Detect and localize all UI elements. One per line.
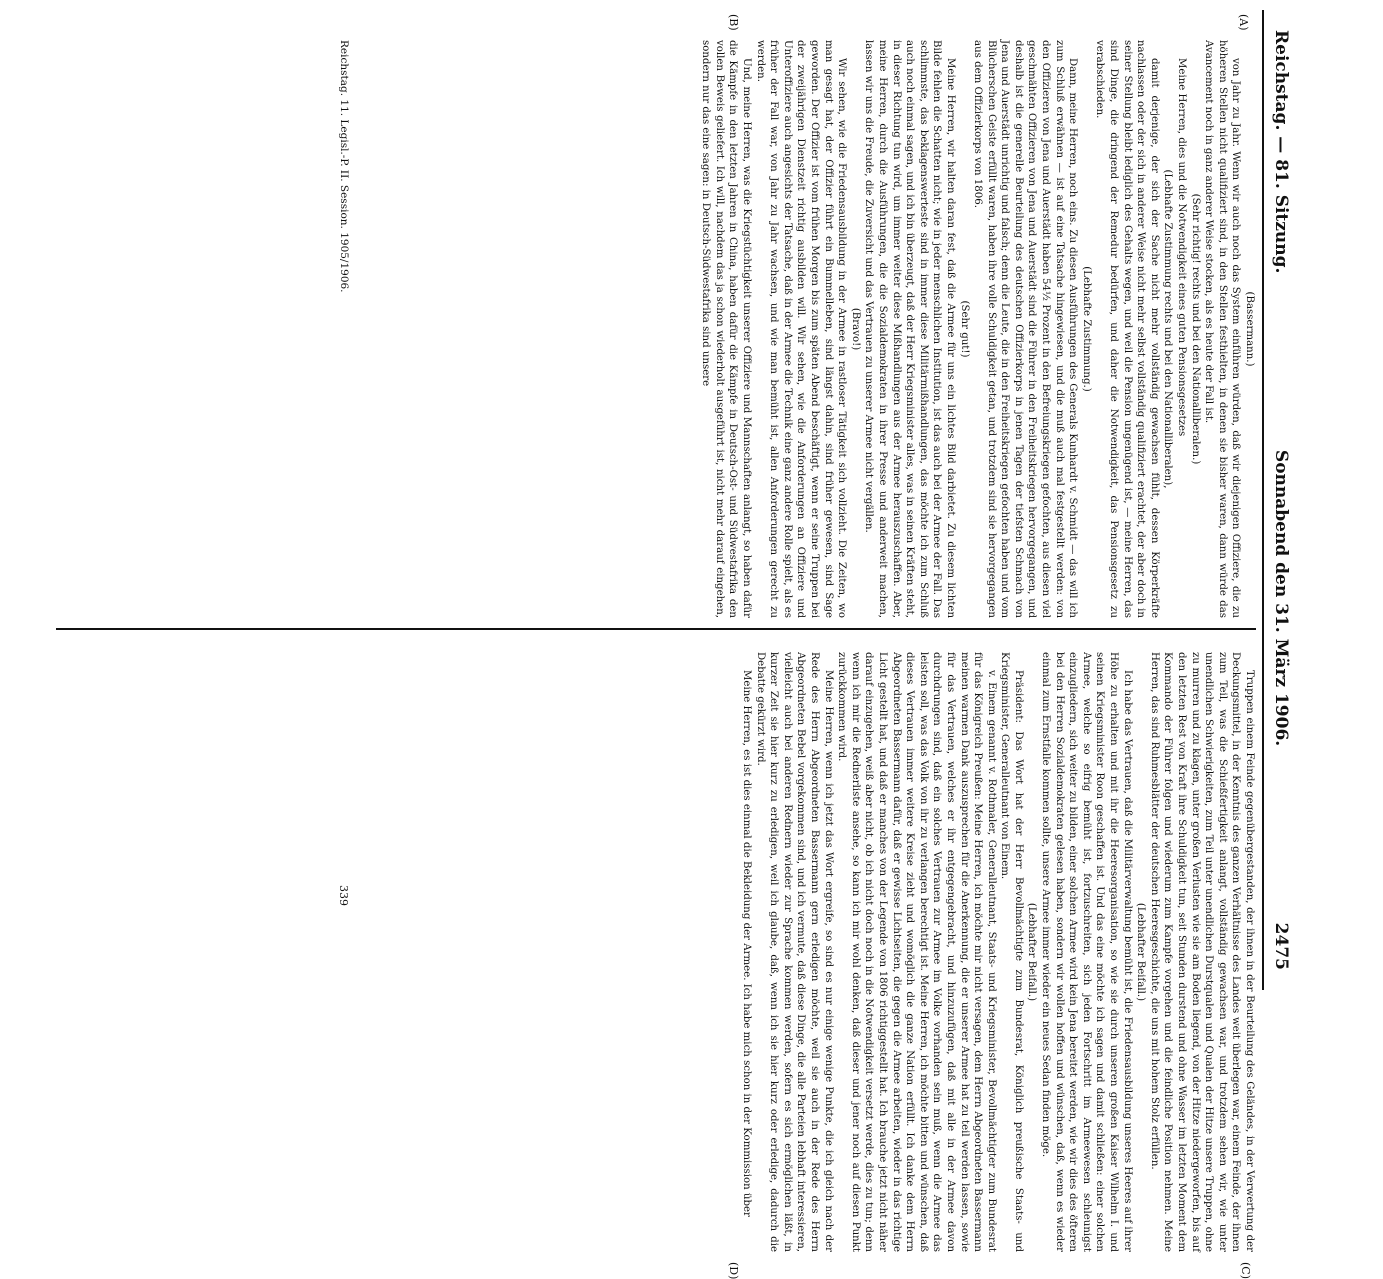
margin-marker-c: (C) (1239, 1262, 1252, 1279)
paragraph: Wir sehen, wie die Friedensausbildung in der Armee in rastloser Tätigkeit sich vollzieht. Die Zeiten, wo man gesagt hat, der Offizier führt ein Bummelleben, sind längst dahin, sind früher gewesen, sind Sage geworden. Der Offizier ist vom frühen Morgen bis zum späten Abend beschäftigt, wenn er seine Truppen bei der zweijährigen Dienstzeit richtig ausbilden will. Wir sehen, wie die Anforderungen an Offiziere und Unteroffiziere auch angesichts der Tatsache, daß in der Armee die Technik eine ganz andere Rolle spielt, als es früher der Fall war, von Jahr zu Jahr wachsen, und wie man bemüht ist, allen Anforderungen gerecht zu werden. (754, 40, 848, 618)
margin-marker-a: (A) (1237, 14, 1250, 31)
interjection: (Lebhafte Zustimmung rechts und bei den Nationalliberalen), (1162, 169, 1174, 489)
paragraph: Meine Herren, wenn ich jetzt das Wort ergreife, so sind es nur einige wenige Punkte, die ich gleich nach der Rede des Herrn Abgeordneten Bassermann gern erledigen möchte, weil sie auch in der Rede des Herrn Abgeordneten Bebel vorgekommen sind, und ich vermute, daß diese Dinge, die alle Parteien lebhaft interessieren, vielleicht auch bei anderen Rednern wieder zur Sprache kommen werden, sofern es sich ermöglichen läßt, in kurzer Zeit sie hier kurz zu erledigen, weil ich glaube, daß, wenn ich sie hier kurz oder erledige, dadurch die Debatte gekürzt wird. (754, 652, 834, 1252)
column-divider (56, 628, 1256, 630)
header-date: Sonnabend den 31. März 1906. (1271, 449, 1291, 747)
paragraph: Truppen einem Feinde gegenübergestanden, der ihnen in der Beurteilung des Geländes, in der Verwertung der Deckungsmittel, in der Kenntnis des ganzen Verhältnisse des Landes weit überlegen war, einem Feinde, der ihnen zum Teil, was die Schießfertigkeit anlangt, vollständig gewachsen war, und trotzdem sehen wir, wie unter unendlichen Schwierigkeiten, zum Teil unter unendlichen Durstqualen und Qualen der Hitze unsere Truppen, ohne zu murren und zu klagen, unter großen Verlusten wie sie am Boden liegend, von der Hitze niedergeworfen, bis auf den letzten Rest von Kraft ihre Schuldigkeit tun, seit Stunden durstend und ohne Wasser im letzten Moment dem Kommando der Führer folgen und wiederum zum Kampfe vorgehen und die feindliche Position nehmen. Meine Herren, das sind Ruhmesblätter der deutschen Heeresgeschichte, die uns mit hohem Stolz erfüllen. (1148, 652, 1255, 1252)
paragraph: v. Einem genannt v. Rothmaler, Generalleutnant, Staats- und Kriegsminister, Bevollmächtigter zum Bundesrat für das Königreich Preußen: Meine Herren, ich möchte mir nicht versagen, dem Herrn Abgeordneten Bassermann meinen warmen Dank auszusprechen für die Anerkennung, die er unserer Armee hat zu teil werden lassen, sowie für das Vertrauen, welches er ihr entgegengebracht, und hinzuzufügen, daß mit alle in der Armee davon durchdrungen sind, daß ein solches Vertrauen zur Armee im Volke vorhanden sein muß, wenn die Armee das leisten soll, was das Volk von ihr zu verlangen berechtigt ist. Meine Herren, ich möchte bitten und wünschen, daß dieses Vertrauen immer weitere Kreise zieht und womöglich die ganze Nation erfüllt. Ich danke dem Herrn Abgeordneten Bassermann dafür, daß er gewisse Lichtseiten, die gegen die Armee arbeiten, wieder in das richtige Licht gestellt hat, und daß er manches von der Legende von 1806 richtiggestellt hat. Ich brauche jetzt nicht näher darauf einzugehen, weiß aber nicht, ob ich nicht doch noch in die Notwendigkeit versetzt werde, dies zu tun; denn wenn ich mir die Rednerliste ansehe, so kann ich mir wohl denken, daß dieser und jener noch auf diesen Punkt zurückkommen wird. (836, 652, 997, 1252)
interjection: (Lebhafter Beifall.) (1135, 902, 1147, 1002)
paragraph: damit derjenige, der sich der Sache nicht mehr vollständig gewachsen fühlt, dessen Körperkräfte nachlassen oder der sich in anderer Weise nicht mehr selbst vollständig qualifiziert erachtet, der aber doch in seiner Stellung bleibt lediglich des Gehalts wegen, und weil die Pension ungenügend ist, — meine Herren, das sind Dinge, die dringend der Remedur bedürfen, und daher die Notwendigkeit, das Pensionsgesetz zu verabschieden. (1094, 40, 1160, 618)
right-column (56, 652, 1256, 1252)
interjection: (Bravo!) (849, 307, 861, 351)
interjection: (Lebhafter Beifall.) (1026, 902, 1038, 1002)
interjection: (Sehr gut!) (958, 300, 970, 358)
footer-session: Reichstag. 11. Legisl.-P. II. Session. 1905/1906. (338, 40, 350, 293)
interjection: (Lebhafte Zustimmung.) (1080, 266, 1092, 392)
margin-marker-d: (D) (727, 1262, 740, 1279)
paragraph: von Jahr zu Jahr. Wenn wir auch noch das System einführen würden, daß wir diejenigen Offiziere, die zu höheren Stellen nicht qualifiziert sind, in den Stellen festhielten, in denen sie bisher waren, dann würde das Avancement noch in ganz anderer Weise stocken, als es heute der Fall ist. (1203, 40, 1242, 618)
paragraph: Dann, meine Herren, noch eins. Zu diesen Ausführungen des Generals Kunhardt v. Schmidt — das will ich zum Schluß erwähnen — ist auf eine Tatsache hingewiesen, und die muß auch mal festgestellt werden: von den Offizieren von Jena und Auerstädt haben 54½ Prozent in den Befreiungskriegen gefochten, aus diesen viel geschmähten Offizieren von Jena und Auerstädt sind die Führer in den Freiheitskriegen hervorgegangen, und deshalb ist die generelle Beurteilung des deutschen Offizierkorps in jenen Tagen der tiefsten Schmach von Jena und Auerstädt unrichtig und falsch; denn die Leute, die in den Freiheitskriegen gefochten haben und vom Blücherschen Geiste erfüllt waren, haben ihre volle Schuldigkeit getan, und trotzdem sind sie hervorgegangen aus dem Offizierkorps von 1806. (972, 40, 1079, 618)
paragraph: Meine Herren, dies und die Notwendigkeit eines guten Pensionsgesetzes (1176, 58, 1188, 437)
footer-page-number: 339 (337, 885, 350, 906)
header-left: Reichstag. — 81. Sitzung. (1271, 30, 1291, 274)
footer (338, 40, 350, 618)
paragraph: Meine Herren, wir halten daran fest, daß die Armee für uns ein lichtes Bild darbietet. Zu diesem lichten Bilde fehlen die Schatten nicht; wie in jeder menschlichen Institution, ist das auch bei der Armee der Fall. Das schlimmste, das beklagenswerteste sind in immer diese Militärmißhandlungen, das möchte ich zum Schluß auch noch einmal sagen, und ich bin überzeugt, daß der Herr Kriegsminister alles, was in seinen Kräften steht, in dieser Richtung tun wird, um immer weiter diese Mißhandlungen aus der Armee herauszuschaffen. Aber, meine Herren, durch die Ausführungen, die die Sozialdemokraten in ihrer Presse und anderweit machen, lassen wir uns die Freude, die Zuversicht und das Vertrauen zu unserer Armee nicht vergällen. (863, 40, 956, 618)
header-rule (1262, 10, 1264, 990)
paragraph: Meine Herren, es ist dies einmal die Bekleidung der Armee. Ich habe mich schon in der Kommission über (741, 670, 753, 1217)
header-page-number: 2475 (1271, 922, 1291, 970)
interjection: (Bassermann.) (1244, 291, 1255, 367)
paragraph: Und, meine Herren, was die Kriegstüchtigkeit unserer Offiziere und Mannschaften anlangt, so haben dafür die Kämpfe in den letzten Jahren in China, haben dafür die Kämpfe in Deutsch-Ost- und Südwestafrika den vollen Beweis geliefert. Ich will, nachdem das ja schon wiederholt ausgeführt ist, nicht mehr darauf eingehen, sondern nur das eine sagen: in Deutsch-Südwestafrika sind unsere (700, 40, 753, 618)
margin-marker-b: (B) (727, 14, 740, 31)
page-header (1268, 30, 1294, 970)
paragraph: Ich habe das Vertrauen, daß die Militärverwaltung bemüht ist, die Friedensausbildung unseres Heeres auf ihrer Höhe zu erhalten und mit ihr die Heeresorganisation, so wie sie durch unseren großen Kaiser Wilhelm I. und seinen Kriegsminister Roon geschaffen ist. Und das eine möchte ich sagen und damit schließen: einer solchen Armee, welche so eifrig bemüht ist, fortzuschreiten, sich jeden Fortschritt im Armeewesen schleunigst einzugliedern, sich weiter zu bilden, einer solchen Armee wird kein Jena bereitet werden, wie wir dies des öfteren bei den Herren Sozialdemokraten gelesen haben, sondern wir wollen hoffen und wünschen, daß, wenn es wieder einmal zum Ernstfalle kommen sollte, unsere Armee immer wieder ein neues Sedan finden möge. (1040, 652, 1133, 1252)
interjection: (Sehr richtig! rechts und bei den Nationalliberalen.) (1189, 193, 1201, 465)
left-column (56, 40, 1256, 618)
paragraph: Präsident: Das Wort hat der Herr Bevollmächtigte zum Bundesrat, Königlich preußische Staats- und Kriegsminister, Generalleutnant von Einem. (999, 652, 1024, 1252)
